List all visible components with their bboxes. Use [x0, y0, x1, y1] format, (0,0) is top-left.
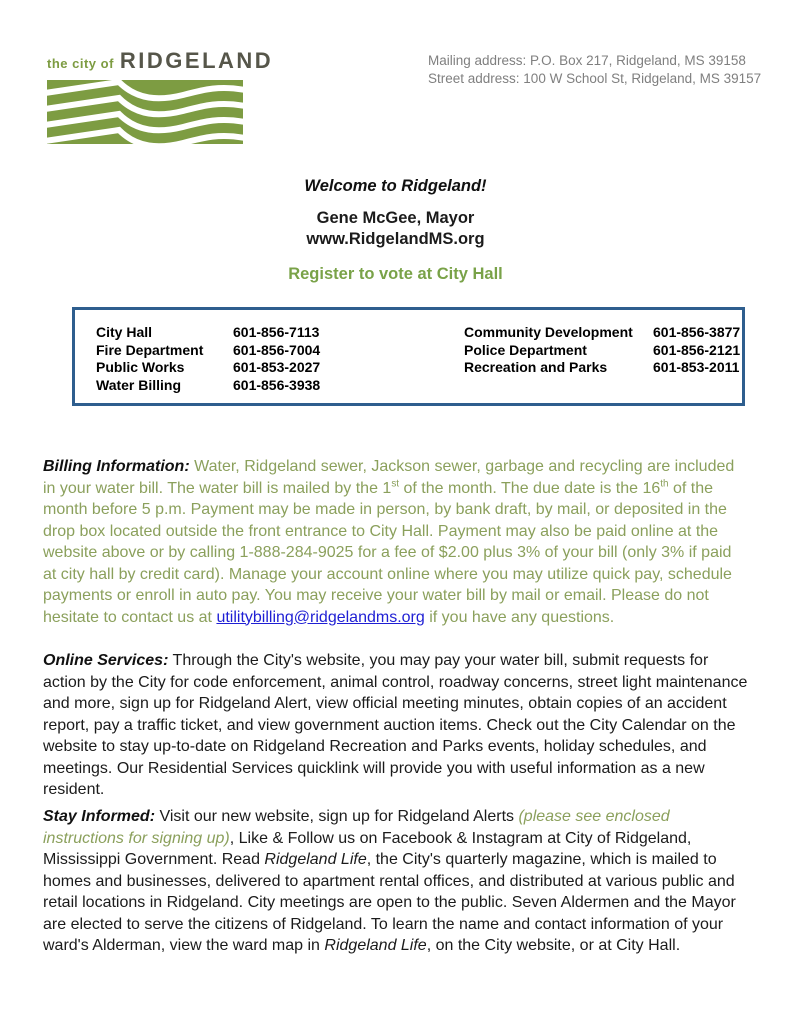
ordinal-suffix: th [660, 478, 669, 490]
logo-wordmark [47, 48, 274, 74]
logo-city-text: RIDGELAND [119, 48, 274, 73]
online-services-paragraph [43, 650, 749, 801]
billing-text: if you have any questions. [424, 608, 615, 626]
stay-informed-text: Visit our new website, sign up for Ridgeland Alerts [155, 808, 519, 825]
directory-label: City Hall [96, 324, 153, 340]
welcome-heading: Welcome to Ridgeland! [304, 177, 487, 195]
directory-phone: 601-853-2027 [233, 359, 321, 375]
register-to-vote-notice: Register to vote at City Hall [288, 265, 503, 283]
enclosed-instructions-note: (please see enclosed instructions for signing up) [43, 808, 670, 847]
magazine-title: Ridgeland Life [264, 851, 367, 868]
directory-phone [653, 377, 742, 395]
directory-label: Water Billing [96, 376, 182, 393]
billing-text: Water, Ridgeland sewer, Jackson sewer, garbage and recycling are included in your water bill. The water bill is mailed by the 1 [43, 458, 735, 497]
directory-phone: 601-856-7004 [233, 341, 321, 358]
directory-label: Community Development [464, 324, 633, 340]
online-services-text: Through the City's website, you may pay your water bill, submit requests for action by the City for code enforcement, animal control, roadway concerns, street light maintenance and more, sign up for Ridgeland Alert, view official meeting minutes, obtain copies of an accident report, pay a traffic ticket, and view government auction items. Check out the City Calendar on the website to stay up-to-date on Ridgeland Recreation and Parks events, holiday schedules, and meetings. Our Residential Services quicklink will provide you with useful information as a new resident. [43, 652, 748, 798]
address-block [428, 52, 761, 88]
stay-informed-paragraph [43, 806, 749, 957]
stay-informed-heading: Stay Informed: [43, 808, 156, 825]
online-services-heading: Online Services: [43, 652, 169, 669]
directory-label: Recreation and Parks [464, 359, 608, 375]
logo-waves-icon [47, 80, 243, 144]
stay-informed-text: , the City's quarterly magazine, which is mailed to homes and businesses, delivered to apartment rental offices, and distributed at various public and retail locations in Ridgeland. City meetings are open to the public. Seven Aldermen and the Mayor are elected to serve the citizens of Ridgeland. To learn the name and contact information of your ward's Alderman, view the ward map in [43, 851, 736, 954]
directory-phone: 601-856-3877 [653, 324, 741, 340]
directory-label [464, 377, 653, 395]
utility-billing-email-link[interactable]: utilitybilling@ridgelandms.org [216, 608, 425, 626]
logo-prefix-text: the city of [47, 56, 114, 71]
directory-phone: 601-856-3938 [233, 376, 321, 393]
directory-label: Police Department [464, 341, 587, 358]
directory-label: Public Works [96, 359, 185, 375]
city-website-url: www.RidgelandMS.org [306, 230, 485, 248]
stay-informed-text: , on the City website, or at City Hall. [426, 937, 681, 954]
magazine-title: Ridgeland Life [324, 937, 427, 954]
mayor-name: Gene McGee, Mayor [316, 209, 475, 227]
phone-directory-table [75, 310, 742, 394]
mailing-address: Mailing address: P.O. Box 217, Ridgeland, MS 39158 [428, 53, 746, 68]
city-logo [47, 48, 274, 144]
billing-text: of the month. The due date is the 16 [399, 479, 661, 497]
billing-heading: Billing Information: [43, 458, 190, 475]
stay-informed-text: , Like & Follow us on Facebook & Instagram at City of Ridgeland, Mississippi Government. Read [43, 829, 692, 868]
phone-directory-box [72, 307, 745, 406]
street-address: Street address: 100 W School St, Ridgeland, MS 39157 [428, 71, 762, 86]
billing-text: of the month before 5 p.m. Payment may be made in person, by bank draft, by mail, or deposited in the drop box located outside the front entrance to City Hall. Payment may also be paid online at the website above or by calling 1-888-284-9025 for a fee of $2.00 plus 3% of your bill (only 3% if paid at city hall by credit card). Manage your account online where you may utilize quick pay, schedule payments or enroll in auto pay. You may receive your water bill by mail or email. Please do not hesitate to contact us at [43, 479, 732, 626]
ordinal-suffix: st [391, 478, 400, 490]
billing-information-paragraph [43, 456, 749, 628]
directory-phone: 601-856-7113 [233, 324, 320, 340]
directory-label: Fire Department [96, 341, 204, 358]
directory-phone: 601-856-2121 [653, 341, 741, 358]
directory-phone: 601-853-2011 [653, 359, 740, 375]
